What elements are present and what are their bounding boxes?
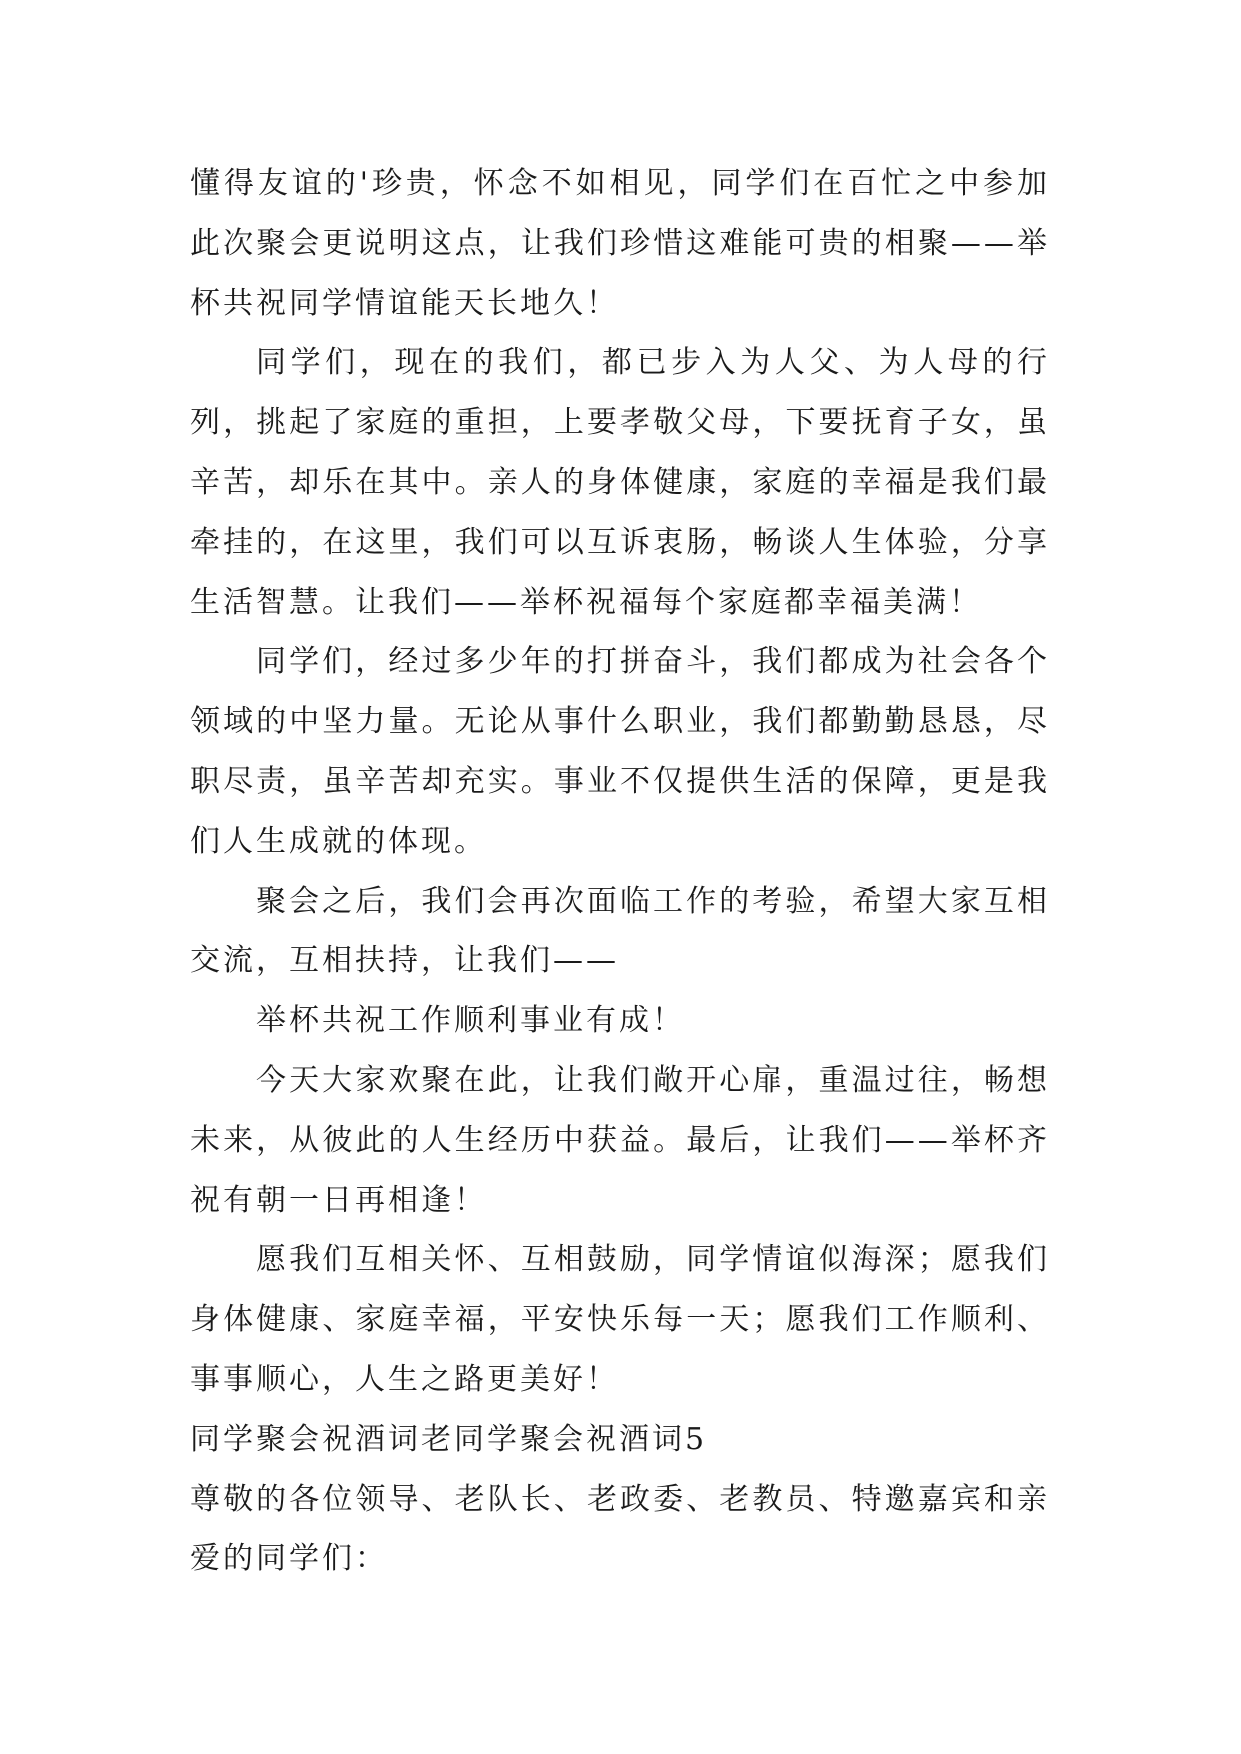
- paragraph-5: 举杯共祝工作顺利事业有成！: [256, 1003, 685, 1039]
- section-heading: 同学聚会祝酒词老同学聚会祝酒词5: [190, 1421, 708, 1457]
- paragraph-7: 愿我们互相关怀、互相鼓励，同学情谊似海深；愿我们身体健康、家庭幸福，平安快乐每一天；愿我们工作顺利、事事顺心，人生之路更美好！: [190, 1242, 1050, 1397]
- paragraph-4: 聚会之后，我们会再次面临工作的考验，希望大家互相交流，互相扶持，让我们——: [190, 883, 1050, 979]
- salutation: 尊敬的各位领导、老队长、老政委、老教员、特邀嘉宾和亲爱的同学们：: [190, 1481, 1050, 1577]
- paragraph-2: 同学们，现在的我们，都已步入为人父、为人母的行列，挑起了家庭的重担，上要孝敬父母，下要抚育子女，虽辛苦，却乐在其中。亲人的身体健康，家庭的幸福是我们最牵挂的，在这里，我们可以互诉衷肠，畅谈人生体验，分享生活智慧。让我们——举杯祝福每个家庭都幸福美满！: [190, 345, 1050, 620]
- paragraph-1: 懂得友谊的'珍贵，怀念不如相见，同学们在百忙之中参加此次聚会更说明这点，让我们珍惜这难能可贵的相聚——举杯共祝同学情谊能天长地久！: [190, 166, 1050, 321]
- paragraph-3: 同学们，经过多少年的打拼奋斗，我们都成为社会各个领域的中坚力量。无论从事什么职业，我们都勤勤恳恳，尽职尽责，虽辛苦却充实。事业不仅提供生活的保障，更是我们人生成就的体现。: [190, 644, 1050, 859]
- paragraph-6: 今天大家欢聚在此，让我们敞开心扉，重温过往，畅想未来，从彼此的人生经历中获益。最后，让我们——举杯齐祝有朝一日再相逢！: [190, 1062, 1050, 1218]
- document-body: [190, 154, 1050, 1589]
